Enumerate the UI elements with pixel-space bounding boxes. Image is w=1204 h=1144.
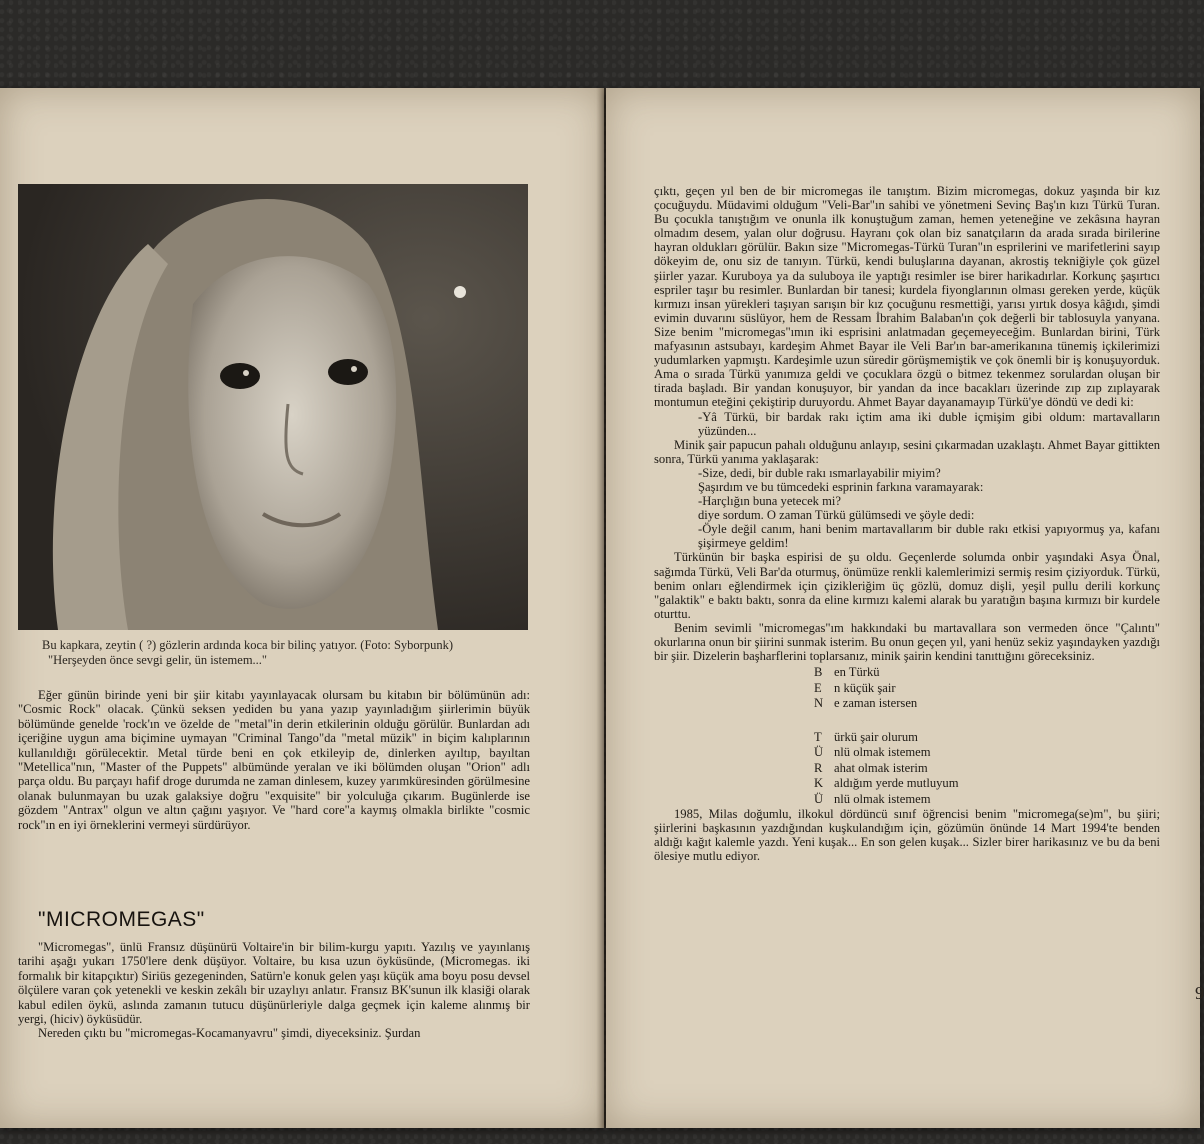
body-text: Minik şair papucun pahalı olduğunu anlayıp, sesini çıkarmadan uzaklaştı. Ahmet Bayar gittikten sonra, Türkü yanıma yaklaşarak: — [654, 437, 1160, 466]
poem-text: e zaman istersen — [834, 696, 918, 711]
dialogue-line: -Size, dedi, bir duble rakı ısmarlayabilir miyim? — [698, 465, 941, 480]
body-text: Eğer günün birinde yeni bir şiir kitabı yayınlayacak olursam bu kitabın bir bölümünün adı: "Cosmic Rock" olacak. Çünkü seksen yediden bu yana yazıp yayınladığım şiirlerimin büyük bölümünde genelde 'rock'ın ve özelde de "metal"in derin etkilerinin olduğu görülür. Bunlardan adı içeriğine uygun ama biçimine uymayan "Criminal Tango"da "metal müzik" in biçim kalıplarının kullanıldığı görülecektir. Metal türde beni en çok etkileyip de, dinlerken ayıltıp, bayıltan "Metellica"nın, "Master of the Puppets" albümünde yeralan ve iki bölümden oluşan "Orion" adlı parça oldu. Bu parçayı hafif droge durumda ne zaman dinlesem, kuzey yarımküresinden görülmesine olanak bulunmayan bu uzak galaksiye doğru "exquisite" bir yolculuğa çıkarım. Bugünlerde ise gözdem "Antrax" olgun ve altın çağını yaşıyor. Ve "hard core"a kaymış olmakla birlikte "cosmic rock"ın en iyi örneklerini vermeyi sürdürüyor. — [18, 688, 530, 832]
body-text: Türkünün bir başka espirisi de şu oldu. Geçenlerde solumda onbir yaşındaki Asya Önal, sağımda Türkü, Veli Bar'da oturmuş, önümüze renkli kalemlerimizi sermiş resim çiziyorduk. Türkü, benim onları eğlendirmek için çizikleriğim üç gözlü, domuz dişli, yeşil pullu derili korkunç "galaktik" e baktı baktı, sonra da eline kırmızı kalemi alarak bu yaratığın başına kırmızı bir kurdele oturttu. — [654, 550, 1160, 621]
poem-text: ürkü şair olurum — [834, 729, 918, 744]
body-text: "Micromegas", ünlü Fransız düşünürü Voltaire'in bir bilim-kurgu yapıtı. Yazılış ve yayınlanış tarihi aşağı yukarı 1750'lere denk düşüyor. Voltaire, bu kısa uzun öyküsünde, (Micromegas. iki formalık bir kitapçıktır) Siriüs gezegeninden, Satürn'e konuk gelen yaşı küçük ama boyu posu devsel ölçülere varan çok yetenekli ve keskin zekâlı bir uzaylıyı anlatır. Fransız BK'sunun ilk klasiği olarak kabul edilen öykü, aslında zamanın tutucu düşünürleriyle dalga geçmek için kaleme alınmış bir yergi, (hiciv) öyküsüdür. — [18, 940, 530, 1027]
portrait-illustration — [18, 184, 528, 630]
stanza-gap — [814, 712, 1160, 730]
acrostic-letter: K — [814, 776, 824, 791]
body-text: Nereden çıktı bu "micromegas-Kocamanyavru" şimdi, diyeceksiniz. Şurdan — [38, 1026, 421, 1041]
dialogue-line: -Yâ Türkü, bir bardak rakı içtim ama iki duble içmişim gibi oldum: martavalların yüzünden... — [698, 409, 1160, 438]
poem-text: nlü olmak istemem — [834, 745, 931, 760]
poem-line — [814, 745, 1160, 761]
poem-line — [814, 681, 1160, 697]
poem-text: ahat olmak isterim — [834, 760, 928, 775]
page-number: 9 — [1195, 983, 1204, 1003]
poem-text: en Türkü — [834, 665, 880, 680]
acrostic-letter: E — [814, 680, 822, 695]
acrostic-letter: Ü — [814, 745, 824, 760]
dialogue-line: -Öyle değil canım, hani benim martavallarım bir duble rakı etkisi yapıyormuş ya, kafanı şişirmeye geldim! — [698, 522, 1160, 551]
photo-caption — [18, 638, 518, 668]
dialogue-line: Şaşırdım ve bu tümcedeki esprinin farkına varamayarak: — [698, 479, 984, 494]
poem-line — [814, 665, 1160, 681]
acrostic-letter: Ü — [814, 791, 824, 806]
acrostic-letter: T — [814, 729, 822, 744]
body-text: çıktı, geçen yıl ben de bir micromegas ile tanıştım. Bizim micromegas, dokuz yaşında bir kız çocuğuydu. Müdavimi olduğum "Veli-Bar"ın sahibi ve yönetmeni Sevinç Baş'ın kızı Türkü Turan. Bu çocukla tanıştığım ve onunla ilk konuştuğum zaman, hemen yeteneğine ve zekâsına hayran olmadım desem, yalan olur doğrusu. Hayranı çok olan biz sanatçıların da arada sırada birilerine hayran oldukları görülür. Bakın size "Micromegas-Türkü Turan"ın esprilerini ve marifetlerini sayıp dökeyim de, onu siz de tanıyın. Türkü, kendi buluşlarına dayanan, akrostiş tekniğiyle çok güzel şiirler yazar. Kuruboya ya da suluboya ile yaptığı resimler ise birer harikadırlar. Korkunç şaşırtıcı espriler taşır bu resimler. Bunlardan bir tanesi; kurdela fiyonglarının olması gereken yerde, küçük kırmızı insan yürekleri taşıyan sarışın bir kız çocuğunu resmettiği, yarısı yırtık dosya kâğıdı, şimdi evimin duvarını süslüyor, hem de Ressam İbrahim Balaban'ın çok değerli bir tablosuyla yanyana. Size benim "micromegas"ımın iki esprisini anlatmadan geçemeyeceğim. Bunlardan birini, Türk mafyasının astsubayı, kardeşim Ahmet Bayar ile Veli Bar'ın bar-amerikanına tünemiş içkilerimizi yudumlarken yapmıştı. Kardeşimle uzun süredir görüşmemiştik ve çok önemli bir iş konuşuyorduk. Ama o sırada Türkü yanımıza geldi ve çocuklara özgü o bitmez tekenmez sorulardan oluşan bir tirada başladı. Bir yandan konuşuyor, bir yandan da ince bacakları üzerinde zıp zıp zıplayarak montumun eteğini çekiştirip duruyordu. Ahmet Bayar dayanamayıp Türkü'ye döndü ve dedi ki: — [654, 184, 1160, 410]
poem-line — [814, 776, 1160, 792]
right-page — [606, 88, 1204, 1128]
acrostic-poem — [654, 665, 1160, 807]
poem-text: aldığım yerde mutluyum — [834, 776, 959, 791]
left-page — [0, 88, 604, 1128]
poem-line — [814, 761, 1160, 777]
section-title: "MICROMEGAS" — [38, 908, 205, 931]
body-text: Benim sevimli "micromegas"ım hakkındaki bu martavallara son vermeden önce "Çalıntı" okurlarına onun bir şiirini sunmak isterim. Bu onun geçen yıl, yani henüz sekiz yaşındayken yazdığı bir şiir. Dizelerin başharflerini toplarsanız, minik şairin kendini tanıttığını göreceksiniz. — [654, 620, 1160, 664]
micromegas-section — [18, 940, 530, 1041]
poem-text: n küçük şair — [834, 680, 896, 695]
poem-text: nlü olmak istemem — [834, 791, 931, 806]
acrostic-letter: N — [814, 696, 824, 711]
right-column — [654, 184, 1160, 864]
poem-line — [814, 730, 1160, 746]
dialogue-line: -Harçlığın buna yetecek mi? — [698, 494, 842, 509]
dialogue-line: diye sordum. O zaman Türkü gülümsedi ve şöyle dedi: — [698, 508, 975, 523]
cosmic-rock-paragraph — [18, 688, 530, 832]
body-text: 1985, Milas doğumlu, ilkokul dördüncü sınıf öğrencisi benim "micromega(se)m", bu şiiri; şiirlerini başkasının yazdığından kuşkulandığım için, gözümün önünde 14 Mart 1994'te benden aldığı kağıt kalemle yazdı. Yeni kuşak... En son gelen kuşak... Sizler birer harikasınız ve bu da beni ölesiye mutlu ediyor. — [654, 807, 1160, 864]
acrostic-letter: R — [814, 760, 823, 775]
caption-quote: "Herşeyden önce sevgi gelir, ün istemem..." — [48, 653, 268, 667]
poem-line — [814, 792, 1160, 808]
portrait-photo — [18, 184, 528, 630]
acrostic-letter: B — [814, 665, 823, 680]
poem-line — [814, 696, 1160, 712]
caption-line: Bu kapkara, zeytin ( ?) gözlerin ardında koca bir bilinç yatıyor. (Foto: Syborpunk) — [42, 638, 453, 652]
